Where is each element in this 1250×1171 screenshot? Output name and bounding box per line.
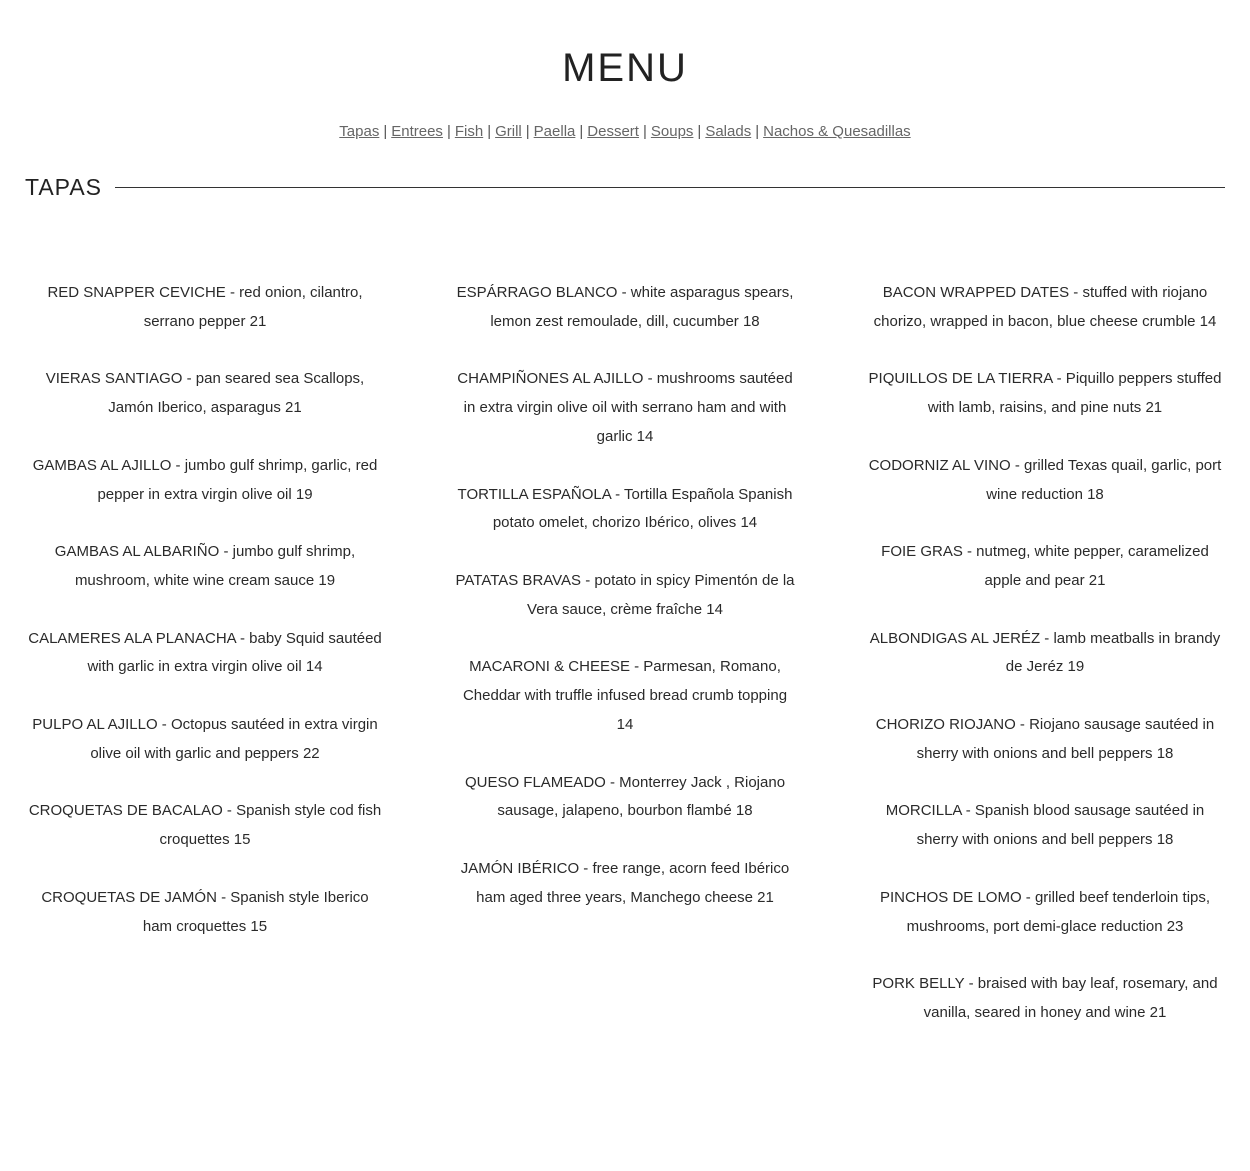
nav-separator: | xyxy=(755,123,760,140)
menu-item: TORTILLA ESPAÑOLA - Tortilla Española Spanish potato omelet, chorizo Ibérico, olives 14 xyxy=(457,485,793,532)
nav-separator: | xyxy=(525,123,530,140)
menu-item: GAMBAS AL AJILLO - jumbo gulf shrimp, garlic, red pepper in extra virgin olive oil 19 xyxy=(32,456,378,503)
nav-separator: | xyxy=(579,123,584,140)
nav-separator: | xyxy=(697,123,702,140)
menu-item: VIERAS SANTIAGO - pan seared sea Scallops, Jamón Iberico, asparagus 21 xyxy=(45,370,365,417)
menu-item: PORK BELLY - braised with bay leaf, rosemary, and vanilla, seared in honey and wine 21 xyxy=(872,975,1218,1021)
nav-link-salads[interactable]: Salads xyxy=(705,123,752,140)
section-title: TAPAS xyxy=(25,173,102,200)
menu-item: BACON WRAPPED DATES - stuffed with riojano chorizo, wrapped in bacon, blue cheese crumble 14 xyxy=(873,284,1217,330)
section-header-tapas xyxy=(25,172,1225,202)
menu-item: CROQUETAS DE JAMÓN - Spanish style Iberico ham croquettes 15 xyxy=(41,888,369,935)
nav-link-tapas[interactable]: Tapas xyxy=(339,123,380,140)
page-title: MENU xyxy=(562,46,688,90)
menu-item: GAMBAS AL ALBARIÑO - jumbo gulf shrimp, mushroom, white wine cream sauce 19 xyxy=(54,543,356,589)
menu-item: JAMÓN IBÉRICO - free range, acorn feed Ibérico ham aged three years, Manchego cheese 21 xyxy=(460,859,790,906)
menu-item: PINCHOS DE LOMO - grilled beef tenderloin tips, mushrooms, port demi-glace reduction 23 xyxy=(879,888,1211,935)
menu-item: PATATAS BRAVAS - potato in spicy Pimentón de la Vera sauce, crème fraîche 14 xyxy=(455,571,795,618)
menu-item: FOIE GRAS - nutmeg, white pepper, caramelized apple and pear 21 xyxy=(881,543,1209,589)
nav-link-soups[interactable]: Soups xyxy=(650,123,694,140)
nav-link-paella[interactable]: Paella xyxy=(533,123,576,140)
nav-separator: | xyxy=(642,123,647,140)
section-divider xyxy=(115,187,1225,188)
menu-column-1 xyxy=(25,279,385,1057)
menu-item: CALAMERES ALA PLANACHA - baby Squid sautéed with garlic in extra virgin olive oil 14 xyxy=(28,629,382,676)
menu-column-2 xyxy=(445,279,805,1057)
nav-link-grill[interactable]: Grill xyxy=(495,123,522,140)
menu-item: CODORNIZ AL VINO - grilled Texas quail, garlic, port wine reduction 18 xyxy=(868,456,1222,503)
nav-separator: | xyxy=(487,123,492,140)
menu-column-3 xyxy=(865,279,1225,1057)
menu-item: CROQUETAS DE BACALAO - Spanish style cod fish croquettes 15 xyxy=(28,802,382,849)
nav-link-entrees[interactable]: Entrees xyxy=(391,123,443,140)
menu-item: MORCILLA - Spanish blood sausage sautéed in sherry with onions and bell peppers 18 xyxy=(885,802,1205,849)
nav-link-nachos-quesadillas[interactable]: Nachos & Quesadillas xyxy=(763,123,911,140)
menu-item: MACARONI & CHEESE - Parmesan, Romano, Cheddar with truffle infused bread crumb topping 14 xyxy=(462,658,788,733)
menu-item: PULPO AL AJILLO - Octopus sautéed in extra virgin olive oil with garlic and peppers 22 xyxy=(32,715,378,762)
menu-item: QUESO FLAMEADO - Monterrey Jack , Riojano sausage, jalapeno, bourbon flambé 18 xyxy=(464,773,786,820)
menu-item: CHORIZO RIOJANO - Riojano sausage sautéed in sherry with onions and bell peppers 18 xyxy=(875,715,1215,762)
menu-item: RED SNAPPER CEVICHE - red onion, cilantro, serrano pepper 21 xyxy=(47,284,363,330)
menu-columns xyxy=(25,279,1225,1057)
nav-link-dessert[interactable]: Dessert xyxy=(587,123,639,140)
nav-separator: | xyxy=(383,123,388,140)
menu-item: ALBONDIGAS AL JERÉZ - lamb meatballs in brandy de Jeréz 19 xyxy=(869,629,1221,676)
category-nav xyxy=(0,122,1250,142)
menu-item: ESPÁRRAGO BLANCO - white asparagus spears, lemon zest remoulade, dill, cucumber 18 xyxy=(456,284,794,330)
menu-item: PIQUILLOS DE LA TIERRA - Piquillo peppers stuffed with lamb, raisins, and pine nuts 21 xyxy=(868,370,1222,417)
menu-item: CHAMPIÑONES AL AJILLO - mushrooms sautéed in extra virgin olive oil with serrano ham and with garlic 14 xyxy=(457,370,793,445)
nav-separator: | xyxy=(446,123,451,140)
nav-link-fish[interactable]: Fish xyxy=(454,123,484,140)
